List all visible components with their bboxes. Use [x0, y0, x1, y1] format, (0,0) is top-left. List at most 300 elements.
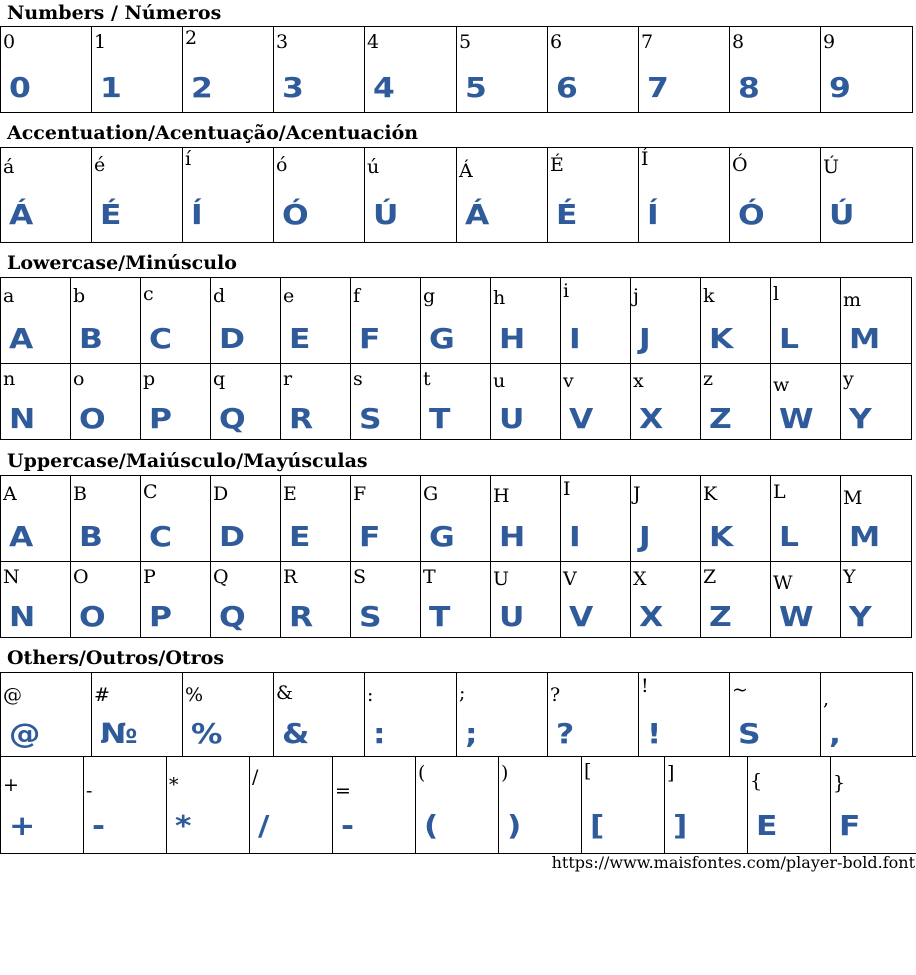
reference-char: C: [143, 481, 158, 503]
glyph-cell: [92, 673, 183, 757]
font-glyph-sample: [: [590, 809, 605, 842]
glyph-cell: [416, 757, 499, 854]
glyph-cell: [274, 148, 365, 243]
reference-char: 9: [823, 31, 836, 53]
glyph-cell: [491, 476, 561, 562]
glyph-cell: [250, 757, 333, 854]
font-glyph-sample: B: [79, 322, 103, 355]
font-glyph-sample: I: [569, 322, 581, 355]
glyph-cell: [665, 757, 748, 854]
font-glyph-sample: 0: [9, 71, 31, 104]
glyph-cell: [421, 278, 491, 364]
reference-char: F: [353, 483, 367, 505]
font-glyph-sample: Z: [709, 402, 732, 435]
glyph-cell: [639, 148, 730, 243]
reference-char: i: [563, 280, 570, 302]
font-glyph-sample: Á: [465, 198, 490, 231]
glyph-row: [1, 562, 912, 638]
glyph-cell: [1, 278, 71, 364]
font-glyph-sample: D: [219, 520, 246, 553]
reference-char: t: [423, 368, 431, 390]
glyph-cell: [421, 562, 491, 638]
glyph-cell: [730, 148, 821, 243]
font-glyph-sample: F: [359, 520, 381, 553]
reference-char: K: [703, 483, 718, 505]
glyph-cell: [1, 364, 71, 440]
glyph-row: [1, 476, 912, 562]
section-title-others: Others/Outros/Otros: [7, 647, 225, 669]
glyph-row: [1, 148, 913, 243]
glyph-table-lowercase: [0, 277, 912, 364]
reference-char: á: [3, 156, 15, 178]
glyph-row: [1, 757, 916, 854]
glyph-cell: [639, 27, 730, 113]
font-glyph-sample: E: [289, 322, 311, 355]
font-glyph-sample: S: [359, 600, 382, 633]
font-glyph-sample: Ú: [373, 198, 399, 231]
font-glyph-sample: G: [429, 322, 455, 355]
glyph-cell: [499, 757, 582, 854]
reference-char: Á: [459, 160, 473, 182]
reference-char: s: [353, 368, 363, 390]
font-glyph-sample: W: [779, 402, 814, 435]
glyph-cell: [701, 364, 771, 440]
reference-char: u: [493, 370, 506, 392]
reference-char: v: [563, 370, 574, 392]
reference-char: y: [843, 368, 854, 390]
glyph-cell: [561, 476, 631, 562]
glyph-cell: [841, 476, 912, 562]
font-glyph-sample: B: [79, 520, 103, 553]
glyph-cell: [211, 364, 281, 440]
glyph-cell: [141, 364, 211, 440]
glyph-table-numbers: [0, 26, 913, 113]
font-glyph-sample: X: [639, 402, 664, 435]
font-glyph-sample: Í: [647, 198, 659, 231]
reference-char: V: [563, 568, 577, 590]
font-glyph-sample: G: [429, 520, 455, 553]
glyph-cell: [631, 476, 701, 562]
glyph-cell: [351, 364, 421, 440]
glyph-cell: [183, 148, 274, 243]
glyph-cell: [730, 27, 821, 113]
section-title-uppercase: Uppercase/Maiúsculo/Mayúsculas: [7, 450, 368, 472]
glyph-cell: [71, 476, 141, 562]
font-glyph-sample: J: [639, 520, 651, 553]
glyph-cell: [281, 278, 351, 364]
reference-char: X: [633, 568, 647, 590]
reference-char: Z: [703, 566, 717, 588]
reference-char: U: [493, 568, 510, 590]
reference-char: O: [73, 566, 89, 588]
font-glyph-sample: ): [507, 809, 522, 842]
glyph-cell: [1, 757, 84, 854]
reference-char: ]: [667, 762, 675, 784]
glyph-cell: [333, 757, 416, 854]
glyph-row: [1, 364, 912, 440]
font-glyph-sample: №: [100, 717, 138, 750]
glyph-cell: [92, 27, 183, 113]
reference-char: G: [423, 483, 439, 505]
font-glyph-sample: 9: [829, 71, 851, 104]
font-glyph-sample: S: [359, 402, 382, 435]
glyph-cell: [639, 673, 730, 757]
font-glyph-sample: N: [9, 600, 36, 633]
glyph-cell: [71, 278, 141, 364]
glyph-row: [1, 27, 913, 113]
font-glyph-sample: E: [756, 809, 778, 842]
reference-char: í: [185, 148, 192, 170]
font-glyph-sample: 6: [556, 71, 578, 104]
reference-char: ú: [367, 156, 380, 178]
reference-char: n: [3, 368, 16, 390]
glyph-cell: [71, 562, 141, 638]
glyph-cell: [1, 562, 71, 638]
font-glyph-sample: Z: [709, 600, 732, 633]
font-glyph-sample: T: [429, 402, 451, 435]
glyph-cell: [821, 148, 913, 243]
font-glyph-sample: !: [647, 717, 662, 750]
glyph-cell: [771, 476, 841, 562]
reference-char: ~: [732, 679, 748, 701]
font-glyph-sample: E: [289, 520, 311, 553]
reference-char: o: [73, 368, 85, 390]
font-glyph-sample: %: [191, 717, 223, 750]
font-glyph-sample: 3: [282, 71, 304, 104]
font-glyph-sample: U: [499, 600, 525, 633]
reference-char: @: [3, 684, 22, 706]
font-glyph-sample: M: [849, 520, 881, 553]
font-glyph-sample: -: [92, 809, 106, 842]
glyph-cell: [141, 476, 211, 562]
glyph-cell: [421, 364, 491, 440]
glyph-table-uppercase: [0, 475, 912, 562]
reference-char: a: [3, 285, 15, 307]
glyph-cell: [365, 673, 457, 757]
reference-char: l: [773, 283, 780, 305]
reference-char: R: [283, 566, 298, 588]
glyph-cell: [84, 757, 167, 854]
reference-char: :: [367, 684, 374, 706]
reference-char: W: [773, 572, 793, 594]
reference-char: {: [750, 770, 763, 792]
font-glyph-sample: 1: [100, 71, 122, 104]
font-glyph-sample: V: [569, 600, 594, 633]
reference-char: b: [73, 285, 86, 307]
reference-char: z: [703, 368, 714, 390]
font-glyph-sample: Ó: [282, 198, 309, 231]
glyph-cell: [548, 148, 639, 243]
glyph-cell: [748, 757, 831, 854]
font-glyph-sample: Y: [849, 600, 872, 633]
reference-char: /: [252, 766, 259, 788]
font-glyph-sample: ,: [829, 717, 841, 750]
reference-char: +: [3, 774, 19, 796]
glyph-row: [1, 278, 912, 364]
glyph-cell: [365, 148, 457, 243]
glyph-table-lowercase: [0, 363, 912, 440]
reference-char: 0: [3, 31, 16, 53]
reference-char: A: [3, 483, 17, 505]
reference-char: S: [353, 566, 367, 588]
glyph-cell: [561, 562, 631, 638]
reference-char: q: [213, 368, 226, 390]
font-glyph-sample: P: [149, 402, 172, 435]
reference-char: 7: [641, 31, 654, 53]
glyph-cell: [141, 278, 211, 364]
font-glyph-sample: V: [569, 402, 594, 435]
glyph-cell: [631, 364, 701, 440]
font-glyph-sample: -: [341, 809, 355, 842]
reference-char: É: [550, 154, 564, 176]
glyph-cell: [771, 562, 841, 638]
glyph-cell: [561, 364, 631, 440]
glyph-table-others: [0, 672, 913, 757]
glyph-cell: [183, 673, 274, 757]
reference-char: D: [213, 483, 229, 505]
reference-char: }: [833, 772, 846, 794]
reference-char: c: [143, 283, 154, 305]
glyph-cell: [1, 27, 92, 113]
reference-char: E: [283, 483, 297, 505]
glyph-cell: [1, 673, 92, 757]
glyph-cell: [421, 476, 491, 562]
glyph-cell: [457, 148, 548, 243]
font-glyph-sample: X: [639, 600, 664, 633]
font-glyph-sample: C: [149, 520, 173, 553]
reference-char: %: [185, 684, 204, 706]
glyph-cell: [274, 27, 365, 113]
reference-char: 2: [185, 27, 198, 49]
font-glyph-sample: Y: [849, 402, 872, 435]
font-glyph-sample: 8: [738, 71, 760, 104]
font-glyph-sample: K: [709, 322, 734, 355]
glyph-cell: [491, 278, 561, 364]
font-glyph-sample: Q: [219, 600, 246, 633]
glyph-cell: [561, 278, 631, 364]
font-glyph-sample: :: [373, 717, 386, 750]
font-glyph-sample: H: [499, 520, 526, 553]
font-glyph-sample: 2: [191, 71, 213, 104]
font-glyph-sample: Á: [9, 198, 34, 231]
glyph-cell: [821, 673, 913, 757]
font-glyph-sample: A: [9, 322, 34, 355]
font-glyph-sample: F: [359, 322, 381, 355]
reference-char: ): [501, 762, 509, 784]
font-glyph-sample: 7: [647, 71, 669, 104]
font-glyph-sample: C: [149, 322, 173, 355]
reference-char: h: [493, 287, 506, 309]
reference-char: ó: [276, 154, 288, 176]
section-title-lowercase: Lowercase/Minúsculo: [7, 252, 237, 274]
font-glyph-sample: U: [499, 402, 525, 435]
reference-char: J: [633, 483, 641, 505]
glyph-cell: [281, 364, 351, 440]
reference-char: d: [213, 285, 226, 307]
glyph-cell: [631, 278, 701, 364]
reference-char: =: [335, 780, 351, 802]
glyph-cell: [274, 673, 365, 757]
reference-char: 4: [367, 31, 380, 53]
reference-char: j: [633, 285, 639, 307]
font-glyph-sample: D: [219, 322, 246, 355]
font-glyph-sample: Í: [191, 198, 203, 231]
reference-char: Ú: [823, 156, 840, 178]
reference-char: L: [773, 481, 786, 503]
font-glyph-sample: É: [556, 198, 578, 231]
glyph-cell: [771, 278, 841, 364]
glyph-cell: [841, 562, 912, 638]
glyph-cell: [141, 562, 211, 638]
glyph-cell: [183, 27, 274, 113]
reference-char: 6: [550, 31, 563, 53]
font-glyph-sample: Ú: [829, 198, 855, 231]
font-glyph-sample: O: [79, 600, 106, 633]
glyph-cell: [771, 364, 841, 440]
reference-char: [: [584, 760, 592, 782]
glyph-row: [1, 673, 913, 757]
font-glyph-sample: L: [779, 322, 799, 355]
reference-char: Í: [641, 148, 649, 170]
font-glyph-sample: F: [839, 809, 861, 842]
glyph-cell: [491, 364, 561, 440]
font-glyph-sample: ;: [465, 717, 478, 750]
reference-char: ,: [823, 688, 830, 710]
reference-char: !: [641, 675, 649, 697]
reference-char: ?: [550, 684, 561, 706]
reference-char: (: [418, 762, 426, 784]
font-glyph-sample: O: [79, 402, 106, 435]
reference-char: N: [3, 566, 20, 588]
font-glyph-sample: N: [9, 402, 36, 435]
reference-char: x: [633, 370, 644, 392]
reference-char: &: [276, 682, 293, 704]
glyph-cell: [730, 673, 821, 757]
font-glyph-sample: Q: [219, 402, 246, 435]
glyph-table-uppercase: [0, 561, 912, 638]
font-glyph-sample: 4: [373, 71, 395, 104]
font-glyph-sample: É: [100, 198, 122, 231]
font-glyph-sample: T: [429, 600, 451, 633]
font-glyph-sample: J: [639, 322, 651, 355]
reference-char: M: [843, 487, 863, 509]
reference-char: Q: [213, 566, 229, 588]
reference-char: T: [423, 566, 436, 588]
glyph-cell: [281, 476, 351, 562]
glyph-cell: [831, 757, 916, 854]
glyph-table-others: [0, 756, 916, 854]
section-title-numbers: Numbers / Números: [7, 2, 222, 24]
glyph-cell: [71, 364, 141, 440]
reference-char: #: [94, 684, 110, 706]
reference-char: r: [283, 368, 293, 390]
glyph-cell: [548, 673, 639, 757]
glyph-cell: [631, 562, 701, 638]
glyph-cell: [351, 562, 421, 638]
reference-char: 3: [276, 31, 289, 53]
glyph-cell: [211, 278, 281, 364]
glyph-cell: [1, 148, 92, 243]
reference-char: 5: [459, 31, 472, 53]
glyph-cell: [92, 148, 183, 243]
reference-char: e: [283, 285, 295, 307]
reference-char: ;: [459, 682, 466, 704]
reference-char: Ó: [732, 154, 748, 176]
section-title-accents: Accentuation/Acentuação/Acentuación: [7, 122, 419, 144]
font-glyph-sample: /: [258, 809, 270, 842]
glyph-cell: [821, 27, 913, 113]
font-glyph-sample: (: [424, 809, 439, 842]
font-glyph-sample: S: [738, 717, 761, 750]
font-glyph-sample: K: [709, 520, 734, 553]
font-glyph-sample: R: [289, 600, 314, 633]
glyph-cell: [351, 476, 421, 562]
glyph-cell: [701, 278, 771, 364]
reference-char: g: [423, 285, 436, 307]
glyph-cell: [281, 562, 351, 638]
font-glyph-sample: W: [779, 600, 814, 633]
glyph-cell: [841, 364, 912, 440]
glyph-cell: [582, 757, 665, 854]
glyph-cell: [457, 673, 548, 757]
font-glyph-sample: @: [9, 717, 41, 750]
reference-char: p: [143, 368, 156, 390]
glyph-cell: [491, 562, 561, 638]
reference-char: B: [73, 483, 87, 505]
reference-char: *: [169, 774, 179, 796]
glyph-cell: [548, 27, 639, 113]
reference-char: Y: [843, 566, 856, 588]
reference-char: k: [703, 285, 715, 307]
font-glyph-sample: +: [9, 809, 36, 842]
reference-char: H: [493, 485, 510, 507]
reference-char: é: [94, 154, 106, 176]
reference-char: I: [563, 478, 571, 500]
font-glyph-sample: ?: [556, 717, 575, 750]
font-glyph-sample: *: [175, 809, 192, 842]
reference-char: w: [773, 374, 790, 396]
glyph-cell: [841, 278, 912, 364]
font-glyph-sample: M: [849, 322, 881, 355]
font-glyph-sample: &: [282, 717, 310, 750]
glyph-cell: [211, 562, 281, 638]
glyph-cell: [457, 27, 548, 113]
reference-char: m: [843, 289, 862, 311]
glyph-cell: [1, 476, 71, 562]
glyph-cell: [211, 476, 281, 562]
font-glyph-sample: I: [569, 520, 581, 553]
glyph-cell: [701, 562, 771, 638]
glyph-cell: [365, 27, 457, 113]
reference-char: f: [353, 285, 361, 307]
font-glyph-sample: Ó: [738, 198, 765, 231]
reference-char: 8: [732, 31, 745, 53]
glyph-cell: [701, 476, 771, 562]
reference-char: 1: [94, 31, 107, 53]
font-glyph-sample: R: [289, 402, 314, 435]
glyph-table-accents: [0, 147, 913, 243]
font-glyph-sample: 5: [465, 71, 487, 104]
font-glyph-sample: ]: [673, 809, 688, 842]
glyph-cell: [167, 757, 250, 854]
reference-char: -: [86, 780, 93, 802]
font-glyph-sample: L: [779, 520, 799, 553]
footer-url[interactable]: https://www.maisfontes.com/player-bold.font: [551, 853, 915, 872]
reference-char: P: [143, 566, 156, 588]
glyph-cell: [351, 278, 421, 364]
font-glyph-sample: A: [9, 520, 34, 553]
font-glyph-sample: P: [149, 600, 172, 633]
